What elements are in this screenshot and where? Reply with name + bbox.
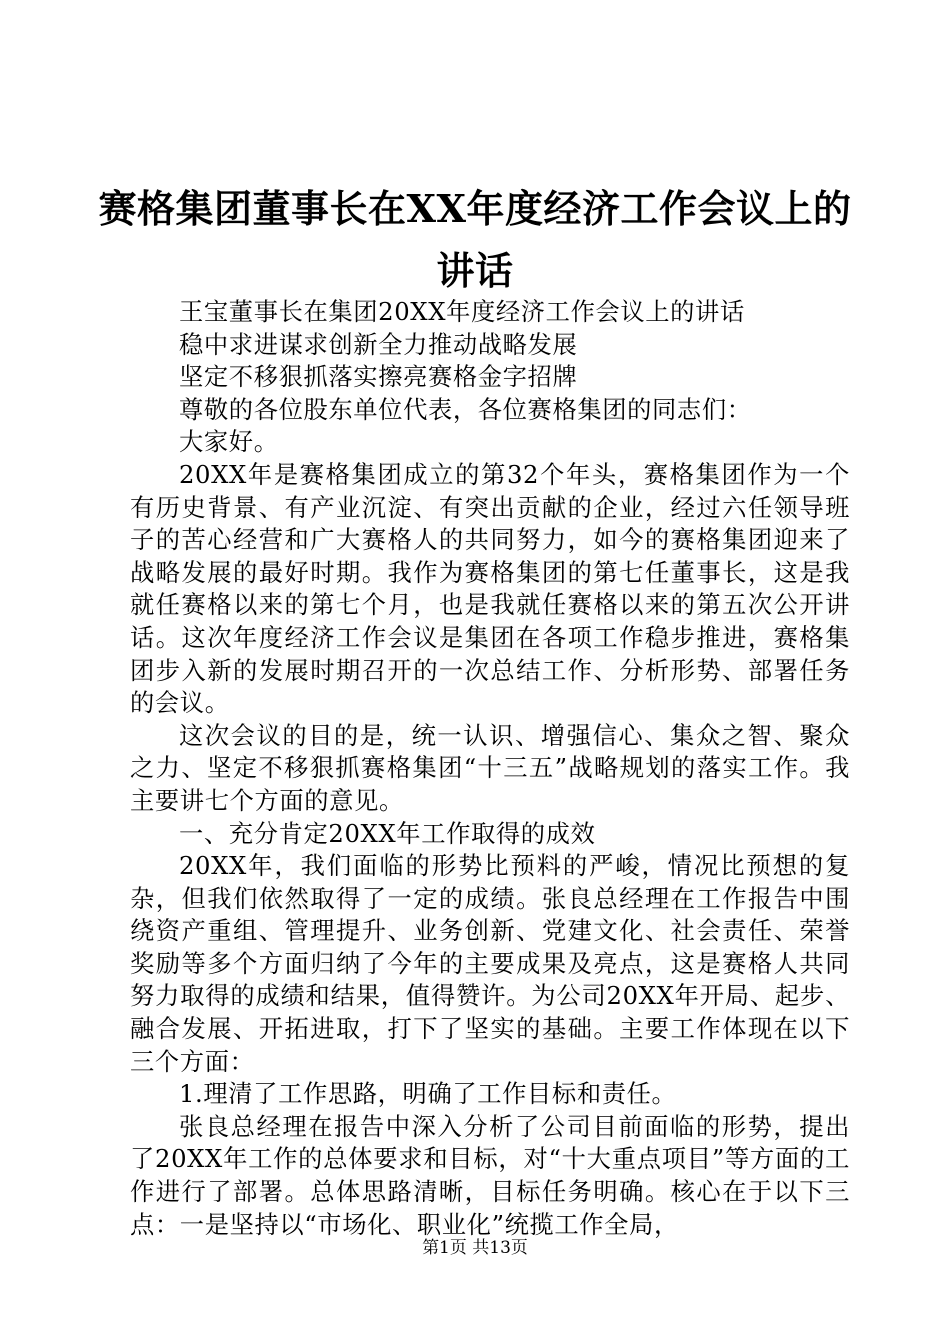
- document-title-line-1: 赛格集团董事长在XX年度经济工作会议上的: [98, 186, 852, 231]
- document-body: [130, 296, 850, 1241]
- subsection-heading: 1.理清了工作思路，明确了工作目标和责任。: [179, 1079, 677, 1109]
- speech-subtitle-1: 稳中求进谋求创新全力推动战略发展: [179, 329, 578, 359]
- body-paragraph: 20XX年，我们面临的形势比预料的严峻，情况比预想的复杂，但我们依然取得了一定的成绩。张良总经理在工作报告中围绕资产重组、管理提升、业务创新、党建文化、社会责任、荣誉奖励等多个方面归纳了今年的主要成果及亮点，这是赛格人共同努力取得的成绩和结果，值得赞许。为公司20XX年开局、起步、融合发展、开拓进取，打下了坚实的基础。主要工作体现在以下三个方面：: [130, 851, 850, 1076]
- speech-subtitle-2: 坚定不移狠抓落实擦亮赛格金字招牌: [179, 362, 578, 392]
- page-number-footer: 第1页 共13页: [422, 1238, 528, 1258]
- document-title-line-2: 讲话: [436, 248, 514, 293]
- section-heading: 一、充分肯定20XX年工作取得的成效: [179, 818, 596, 848]
- body-paragraph: 张良总经理在报告中深入分析了公司目前面临的形势，提出了20XX年工作的总体要求和目标，对“十大重点项目”等方面的工作进行了部署。总体思路清晰，目标任务明确。核心在于以下三点：一是坚持以“市场化、职业化”统揽工作全局，: [130, 1111, 850, 1239]
- body-paragraph: 20XX年是赛格集团成立的第32个年头，赛格集团作为一个有历史背景、有产业沉淀、有突出贡献的企业，经过六任领导班子的苦心经营和广大赛格人的共同努力，如今的赛格集团迎来了战略发展的最好时期。我作为赛格集团的第七任董事长，这是我就任赛格以来的第七个月，也是我就任赛格以来的第五次公开讲话。这次年度经济工作会议是集团在各项工作稳步推进，赛格集团步入新的发展时期召开的一次总结工作、分析形势、部署任务的会议。: [130, 459, 850, 718]
- body-paragraph: 这次会议的目的是，统一认识、增强信心、集众之智、聚众之力、坚定不移狠抓赛格集团“十三五”战略规划的落实工作。我主要讲七个方面的意见。: [130, 720, 850, 815]
- speech-heading: 王宝董事长在集团20XX年度经济工作会议上的讲话: [179, 297, 745, 326]
- salutation: 尊敬的各位股东单位代表，各位赛格集团的同志们：: [179, 394, 752, 424]
- greeting: 大家好。: [179, 427, 279, 457]
